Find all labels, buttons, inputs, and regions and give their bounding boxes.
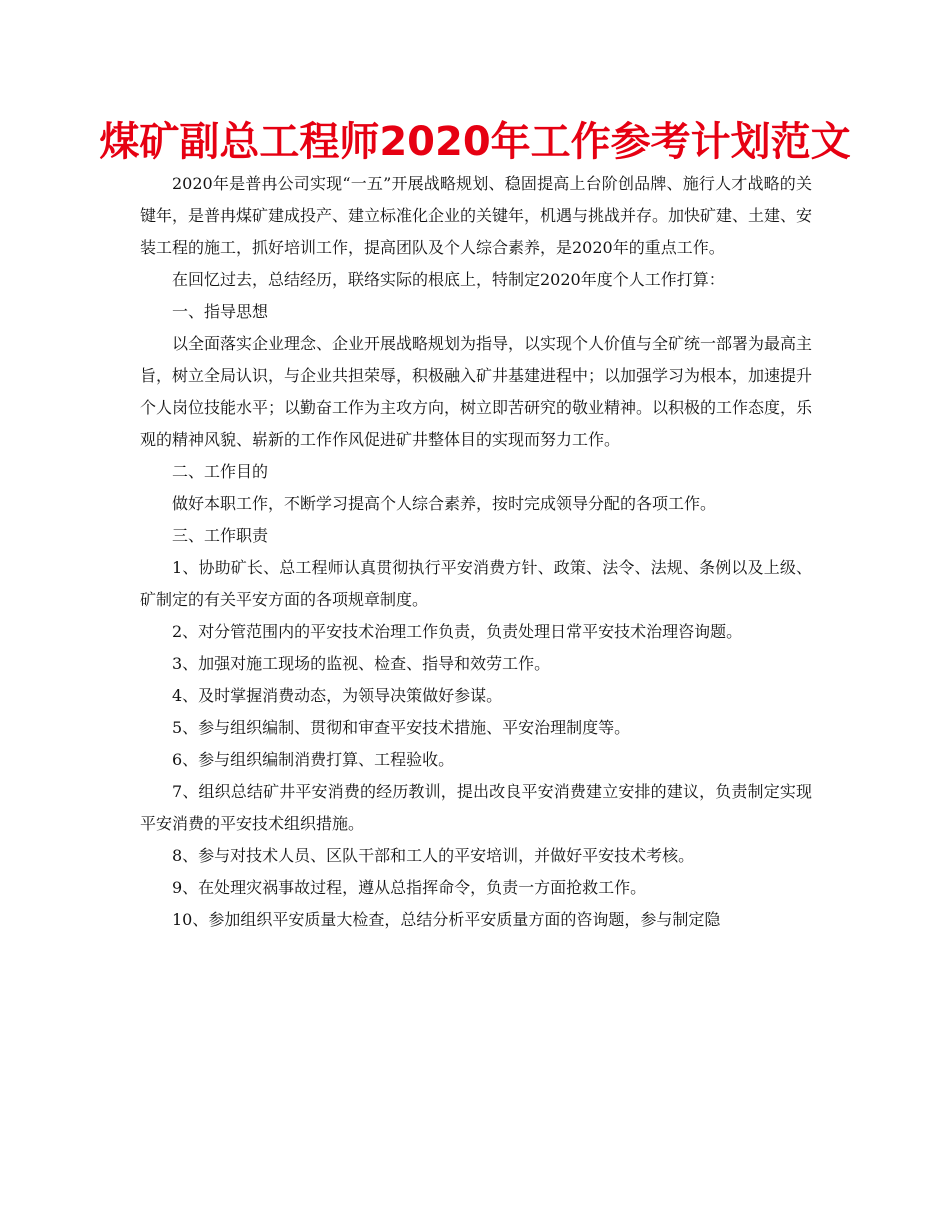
list-item: 9、在处理灾祸事故过程，遵从总指挥命令，负责一方面抢救工作。 <box>172 878 647 897</box>
paragraph: 2020年是普冉公司实现“一五”开展战略规划、稳固提高上台阶创品牌、施行人才战略的关键年，是普冉煤矿建成投产、建立标准化企业的关键年，机遇与挑战并存。加快矿建、土建、安装工程的施工，抓好培训工作，提高团队及个人综合素养，是2020年的重点工作。 <box>140 174 813 257</box>
list-item: 7、组织总结矿井平安消费的经历教训，提出改良平安消费建立安排的建议，负责制定实现平安消费的平安技术组织措施。 <box>140 782 812 833</box>
paragraph: 以全面落实企业理念、企业开展战略规划为指导，以实现个人价值与全矿统一部署为最高主旨，树立全局认识，与企业共担荣辱，积极融入矿井基建进程中；以加强学习为根本，加速提升个人岗位技能水平；以勤奋工作为主攻方向，树立即苦研究的敬业精神。以积极的工作态度，乐观的精神风貌、崭新的工作作风促进矿井整体目的实现而努力工作。 <box>140 334 813 449</box>
section-heading: 三、工作职责 <box>172 526 269 545</box>
document-body <box>140 168 812 936</box>
document-title: 煤矿副总工程师2020年工作参考计划范文 <box>99 119 851 165</box>
section-heading: 一、指导思想 <box>172 302 269 321</box>
paragraph: 做好本职工作，不断学习提高个人综合素养，按时完成领导分配的各项工作。 <box>172 494 717 513</box>
list-item: 4、及时掌握消费动态，为领导决策做好参谋。 <box>172 686 503 705</box>
list-item: 3、加强对施工现场的监视、检查、指导和效劳工作。 <box>172 654 551 673</box>
list-item: 8、参与对技术人员、区队干部和工人的平安培训，并做好平安技术考核。 <box>172 846 695 865</box>
list-item: 5、参与组织编制、贯彻和审查平安技术措施、平安治理制度等。 <box>172 718 631 737</box>
list-item: 10、参加组织平安质量大检查，总结分析平安质量方面的咨询题，参与制定隐 <box>172 910 721 929</box>
paragraph: 在回忆过去，总结经历，联络实际的根底上，特制定2020年度个人工作打算： <box>172 270 725 289</box>
section-heading: 二、工作目的 <box>172 462 269 481</box>
list-item: 1、协助矿长、总工程师认真贯彻执行平安消费方针、政策、法令、法规、条例以及上级、矿制定的有关平安方面的各项规章制度。 <box>140 558 812 609</box>
list-item: 2、对分管范围内的平安技术治理工作负责，负责处理日常平安技术治理咨询题。 <box>172 622 743 641</box>
list-item: 6、参与组织编制消费打算、工程验收。 <box>172 750 455 769</box>
